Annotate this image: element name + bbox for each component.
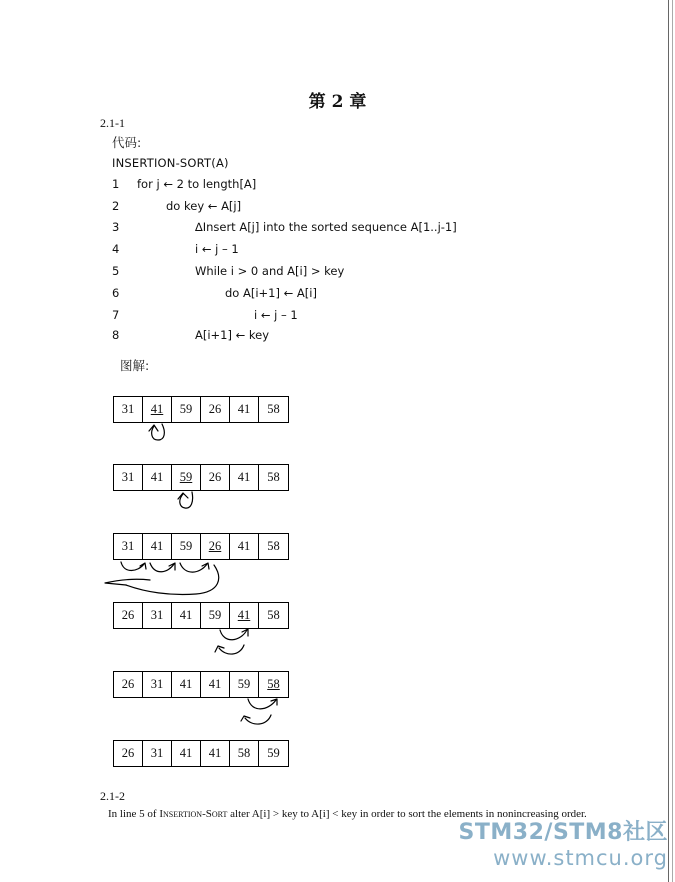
line-number: 4 <box>112 242 120 256</box>
watermark <box>436 820 668 870</box>
array-cell-value: 31 <box>121 539 135 553</box>
array-cell-value: 41 <box>150 470 164 484</box>
array-cell-value: 41 <box>237 402 251 416</box>
array-cell-value: 59 <box>237 677 251 691</box>
shift-arrow <box>150 563 174 572</box>
array-cell-value: 41 <box>179 746 193 760</box>
diagram-label: 图解: <box>120 358 150 373</box>
array-cell-value: 58 <box>237 746 251 760</box>
shift-arrow <box>180 563 207 572</box>
array-cell-value: 41 <box>179 608 193 622</box>
return-arrow <box>245 715 271 724</box>
array-cell-value: 59 <box>208 608 222 622</box>
array-cell-value: 58 <box>267 677 280 691</box>
array-cell-value: 59 <box>267 746 280 760</box>
code-text: i ← j – 1 <box>254 308 298 322</box>
array-cell-value: 26 <box>208 470 222 484</box>
array-cell-value: 26 <box>121 608 135 622</box>
watermark-url: www.stmcu.org <box>493 846 668 870</box>
procedure-name: Insertion-Sort <box>159 808 228 820</box>
array-cell-value: 31 <box>121 470 135 484</box>
array-cell-value: 26 <box>208 402 222 416</box>
code-text: i ← j – 1 <box>195 242 239 256</box>
line-number: 8 <box>112 328 120 342</box>
array-cell-value: 59 <box>179 470 193 484</box>
procedure-header: INSERTION-SORT(A) <box>112 156 229 170</box>
array-cell-value: 26 <box>121 677 135 691</box>
code-text: do key ← A[j] <box>166 199 242 213</box>
line-number: 7 <box>112 308 120 322</box>
array-cell-value: 31 <box>121 402 135 416</box>
array-cell-value: 41 <box>150 539 164 553</box>
line-number: 5 <box>112 264 120 278</box>
return-arrow <box>105 579 150 585</box>
array-cell-value: 26 <box>121 746 135 760</box>
array-cell-value: 59 <box>179 402 193 416</box>
array-cell-value: 58 <box>267 402 280 416</box>
line-number: 1 <box>112 177 120 191</box>
array-cell-value: 31 <box>150 608 164 622</box>
array-cell-value: 58 <box>267 470 280 484</box>
code-text: ∆Insert A[j] into the sorted sequence A[1..j-1] <box>195 220 457 234</box>
arrow-head <box>178 493 188 499</box>
return-arrow <box>219 645 244 654</box>
array-cell-value: 41 <box>237 608 251 622</box>
answer-text-after: alter A[i] > key to A[i] < key in order to sort the elements in nonincreasing order. <box>227 808 587 820</box>
code-text: do A[i+1] ← A[i] <box>225 286 317 300</box>
code-text: A[i+1] ← key <box>195 328 270 342</box>
line-number: 6 <box>112 286 120 300</box>
array-cell-value: 41 <box>150 402 164 416</box>
array-cell-value: 41 <box>237 539 251 553</box>
array-cell-value: 41 <box>208 677 222 691</box>
array-cell-value: 31 <box>150 746 164 760</box>
array-cell-value: 58 <box>267 539 280 553</box>
array-cell-value: 26 <box>208 539 222 553</box>
array-cell-value: 58 <box>267 608 280 622</box>
code-text: While i > 0 and A[i] > key <box>195 264 345 278</box>
code-label: 代码: <box>112 135 142 150</box>
section-number-2-1-2: 2.1-2 <box>100 789 125 803</box>
chapter-title: 第 2 章 <box>308 92 367 112</box>
line-number: 2 <box>112 199 120 213</box>
array-cell-value: 41 <box>208 746 222 760</box>
section-number-2-1-1: 2.1-1 <box>100 116 125 130</box>
answer-text-before: In line 5 of <box>108 808 160 820</box>
array-cell-value: 59 <box>179 539 193 553</box>
code-text: for j ← 2 to length[A] <box>137 177 257 191</box>
array-cell-value: 41 <box>179 677 193 691</box>
watermark-title: STM32/STM8社区 <box>458 820 668 845</box>
array-cell-value: 41 <box>237 470 251 484</box>
line-number: 3 <box>112 220 120 234</box>
array-cell-value: 31 <box>150 677 164 691</box>
